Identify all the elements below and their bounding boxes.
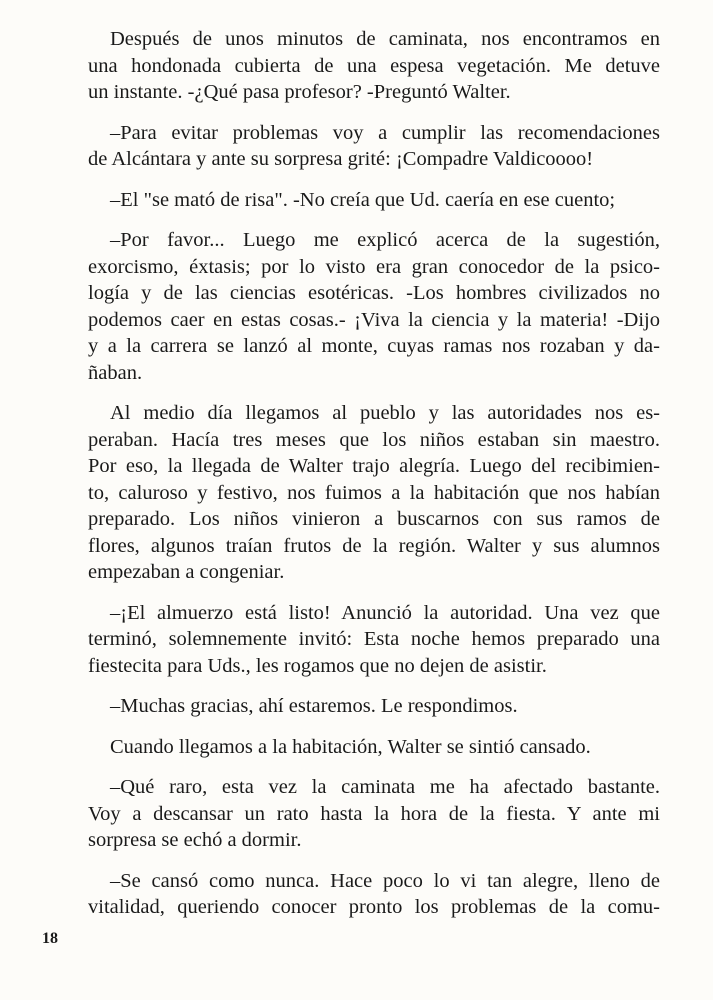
text-line: un instante. -¿Qué pasa profesor? -Preguntó Walter. bbox=[88, 81, 511, 103]
page-body bbox=[88, 26, 660, 935]
text-line: peraban. Hacía tres meses que los niños estaban sin maestro. bbox=[88, 428, 660, 451]
paragraph bbox=[88, 734, 660, 761]
text-line: de Alcántara y ante su sorpresa grité: ¡Compadre Valdicoooo! bbox=[88, 148, 594, 170]
text-line: ñaban. bbox=[88, 361, 143, 384]
text-line: Cuando llegamos a la habitación, Walter se sintió cansado. bbox=[110, 735, 591, 758]
text-line: terminó, solemnemente invitó: Esta noche hemos preparado una bbox=[88, 628, 660, 650]
text-line: flores, algunos traían frutos de la región. Walter y sus alumnos bbox=[88, 534, 660, 557]
paragraph bbox=[88, 774, 660, 854]
text-line: –Para evitar problemas voy a cumplir las recomendaciones bbox=[110, 121, 660, 144]
text-line: sorpresa se echó a dormir. bbox=[88, 829, 302, 851]
text-line: –¡El almuerzo está listo! Anunció la autoridad. Una vez que bbox=[110, 601, 660, 624]
text-line: Voy a descansar un rato hasta la hora de la fiesta. Y ante mi bbox=[88, 802, 660, 825]
paragraph bbox=[88, 187, 660, 214]
text-line: –Por favor... Luego me explicó acerca de la sugestión, bbox=[110, 229, 660, 251]
text-line: fiestecita para Uds., les rogamos que no dejen de asistir. bbox=[88, 654, 547, 677]
paragraph bbox=[88, 868, 660, 921]
paragraph bbox=[88, 227, 660, 386]
text-line: –Qué raro, esta vez la caminata me ha afectado bastante. bbox=[110, 776, 660, 798]
text-line: logía y de las ciencias esotéricas. -Los hombres civilizados no bbox=[88, 282, 660, 304]
paragraph bbox=[88, 400, 660, 586]
paragraph bbox=[88, 120, 660, 173]
text-line: Por eso, la llegada de Walter trajo alegría. Luego del recibimien- bbox=[88, 455, 660, 477]
text-line: Después de unos minutos de caminata, nos encontramos en bbox=[110, 28, 660, 50]
text-line: preparado. Los niños vinieron a buscarnos con sus ramos de bbox=[88, 508, 660, 530]
text-line: –El "se mató de risa". -No creía que Ud. caería en ese cuento; bbox=[110, 188, 616, 211]
text-line: y a la carrera se lanzó al monte, cuyas ramas nos rozaban y da- bbox=[88, 335, 660, 357]
text-line: empezaban a congeniar. bbox=[88, 561, 285, 583]
text-line: podemos caer en estas cosas.- ¡Viva la ciencia y la materia! -Dijo bbox=[88, 308, 660, 331]
text-line: –Se cansó como nunca. Hace poco lo vi tan alegre, lleno de bbox=[110, 869, 660, 892]
paragraph bbox=[88, 600, 660, 680]
page-number: 18 bbox=[42, 930, 58, 947]
text-line: Al medio día llegamos al pueblo y las autoridades nos es- bbox=[110, 402, 660, 424]
paragraph bbox=[88, 26, 660, 106]
text-line: –Muchas gracias, ahí estaremos. Le respondimos. bbox=[110, 695, 518, 717]
text-line: to, caluroso y festivo, nos fuimos a la habitación que nos habían bbox=[88, 481, 660, 504]
text-line: una hondonada cubierta de una espesa vegetación. Me detuve bbox=[88, 54, 660, 77]
text-line: exorcismo, éxtasis; por lo visto era gran conocedor de la psico- bbox=[88, 255, 660, 278]
text-line: vitalidad, queriendo conocer pronto los problemas de la comu- bbox=[88, 896, 660, 918]
paragraph bbox=[88, 693, 660, 720]
